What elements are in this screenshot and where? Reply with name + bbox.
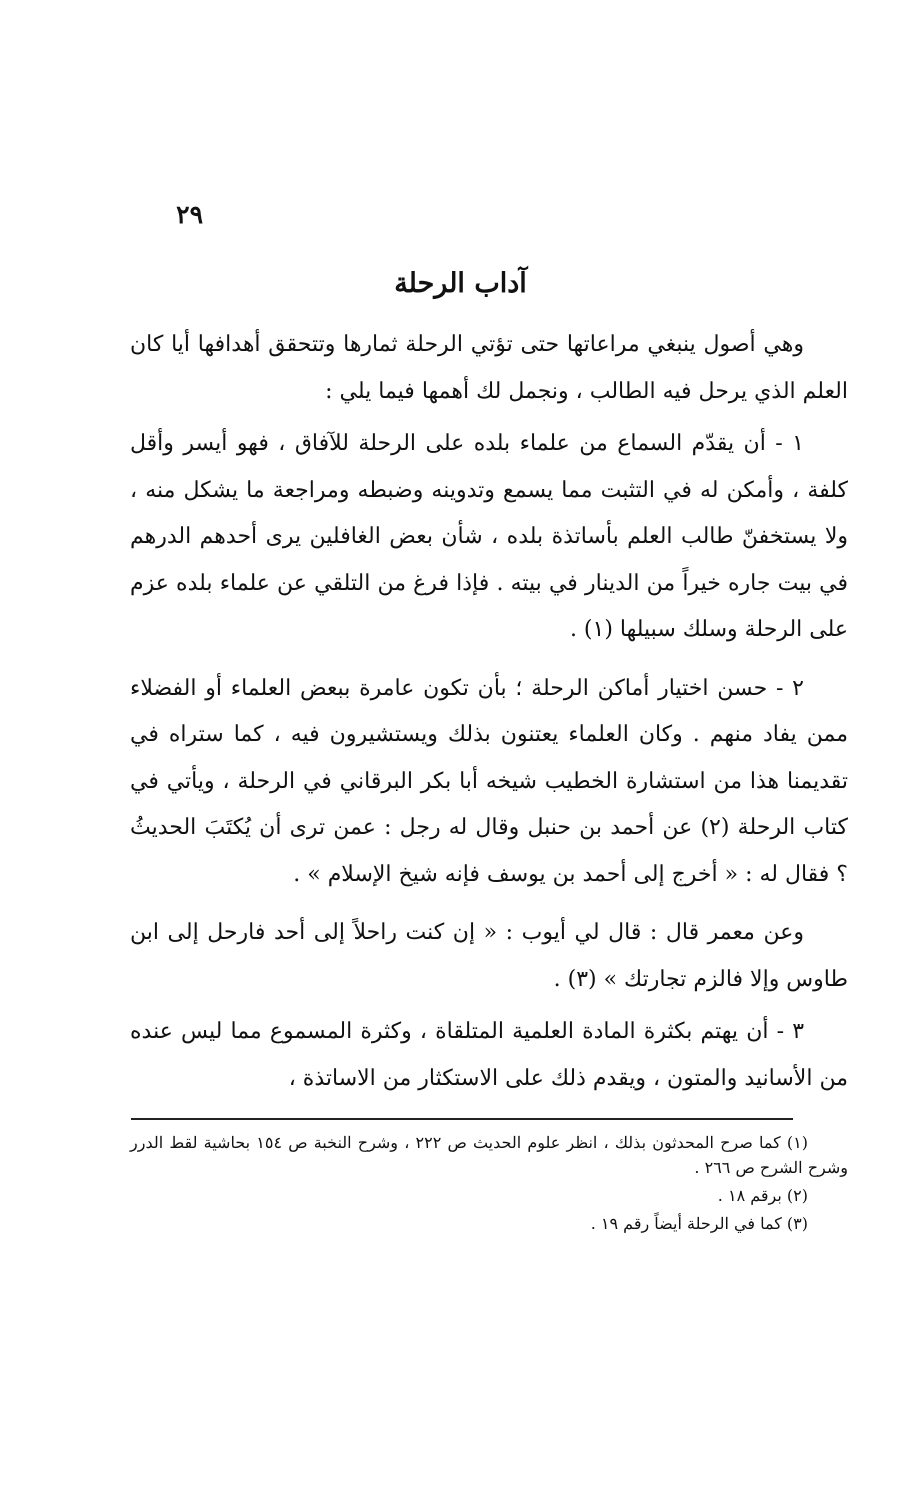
muammar-paragraph: وعن معمر قال : قال لي أيوب : « إن كنت راحلاً إلى أحد فارحل إلى ابن طاوس وإلا فالزم تجارتك » (٣) . (130, 920, 848, 992)
page-number: ٢٩ (176, 200, 203, 229)
point-1-paragraph: ١ - أن يقدّم السماع من علماء بلده على الرحلة للآفاق ، فهو أيسر وأقل كلفة ، وأمكن له في التثبت مما يسمع وتدوينه وضبطه ومراجعة ما يشكل منه ، ولا يستخفنّ طالب العلم بأساتذة بلده ، شأن بعض الغافلين يرى أحدهم الدرهم في بيت جاره خيراً من الدينار في بيته . فإذا فرغ من التلقي عن علماء بلده عزم على الرحلة وسلك سبيلها (١) . (130, 431, 848, 642)
main-text (130, 322, 848, 1102)
footnote-1: (١) كما صرح المحدثون بذلك ، انظر علوم الحديث ص ٢٢٢ ، وشرح النخبة ص ١٥٤ بحاشية لقط الدرر وشرح الشرح ص ٢٦٦ . (130, 1133, 848, 1177)
footnote-2: (٢) برقم ١٨ . (717, 1186, 808, 1205)
intro-paragraph: وهي أصول ينبغي مراعاتها حتى تؤتي الرحلة ثمارها وتتحقق أهدافها أيا كان العلم الذي يرحل فيه الطالب ، ونجمل لك أهمها فيما يلي : (130, 332, 848, 404)
footnotes (130, 1130, 848, 1239)
point-2-paragraph: ٢ - حسن اختيار أماكن الرحلة ؛ بأن تكون عامرة ببعض العلماء أو الفضلاء ممن يفاد منهم . وكان العلماء يعتنون بذلك ويستشيرون فيه ، كما ستراه في تقديمنا هذا من استشارة الخطيب شيخه أبا بكر البرقاني في الرحلة ، ويأتي في كتاب الرحلة (٢) عن أحمد بن حنبل وقال له رجل : عمن ترى أن يُكتَبَ الحديثُ ؟ فقال له : « أخرج إلى أحمد بن يوسف فإنه شيخ الإسلام » . (130, 675, 848, 887)
footnote-3: (٣) كما في الرحلة أيضاً رقم ١٩ . (590, 1214, 808, 1233)
section-title: آداب الرحلة (394, 268, 527, 299)
point-3-paragraph: ٣ - أن يهتم بكثرة المادة العلمية المتلقاة ، وكثرة المسموع مما ليس عنده من الأسانيد والمتون ، ويقدم ذلك على الاستكثار من الاساتذة ، (130, 1019, 848, 1091)
footnote-divider (131, 1118, 793, 1120)
